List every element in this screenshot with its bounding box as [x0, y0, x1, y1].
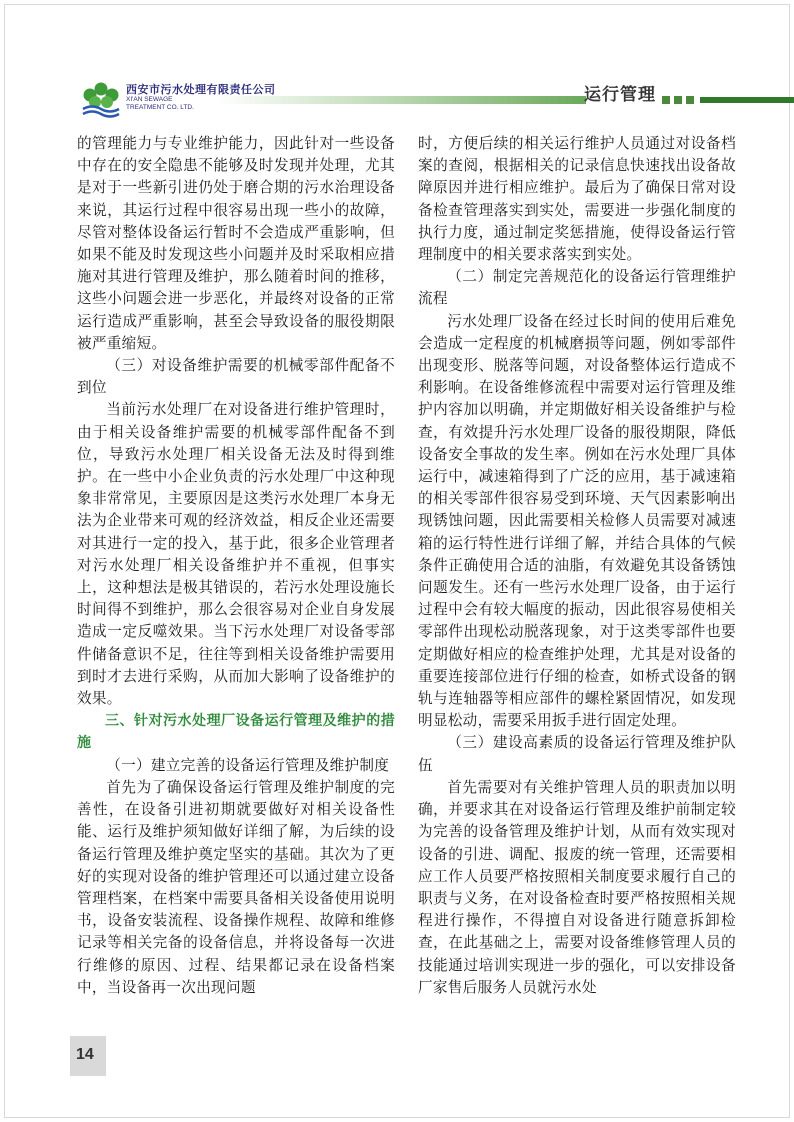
- section-title: 运行管理: [584, 85, 656, 105]
- header-gradient-bar: [216, 96, 586, 104]
- page-number: 14: [76, 1046, 94, 1063]
- logo-en-line-1: XI'AN SEWAGE: [126, 96, 173, 103]
- paragraph: 的管理能力与专业维护能力，因此针对一些设备中存在的安全隐患不能够及时发现并处理，尤其是对于一些新引进仍处于磨合期的污水治理设备来说，其运行过程中很容易出现一些小的故障，尽管对整体设备运行暂时不会造成严重影响，但如果不能及时发现这些小问题并及时采取相应措施对其进行管理及维护，那么随着时间的推移，这些小问题会进一步恶化，并最终对设备的正常运行造成严重影响，甚至会导致设备的服役期限被严重缩短。: [77, 135, 395, 352]
- header-square-3: [686, 96, 694, 104]
- logo-cn: 西安市污水处理有限责任公司: [126, 83, 276, 96]
- paragraph: 首先为了确保设备运行管理及维护制度的完善性，在设备引进初期就要做好对相关设备性能、运行及维护须知做好详细了解，为后续的设备运行管理及维护奠定坚实的基础。其次为了更好的实现对设备的维护管理还可以通过建立设备管理档案，在档案中需要具备相关设备使用说明书，设备安装流程、设备操作规程、故障和维修记录等相关完备的设备信息，并将设备每一次进行维修的原因、过程、结果都记录在设备档案中，当设备再一次出现问题: [77, 778, 395, 996]
- paragraph: 时，方便后续的相关运行维护人员通过对设备档案的查阅，根据相关的记录信息快速找出设备故障原因并进行相应维护。最后为了确保日常对设备检查管理落实到实处，需要进一步强化制度的执行力度，通过制定奖惩措施，使得设备运行管理制度中的相关要求落实到实处。: [418, 135, 736, 264]
- subheading: （一）建立完善的设备运行管理及维护制度: [106, 756, 390, 774]
- left-column: [77, 133, 395, 999]
- paragraph: 首先需要对有关维护管理人员的职责加以明确，并要求其在对设备运行管理及维护前制定较为完善的设备管理及维护计划，从而有效实现对设备的引进、调配、报废的统一管理，还需要相应工作人员要严格按照相关制度要求履行自己的职责与义务，在对设备检查时要严格按照相关规程进行操作，不得擅自对设备进行随意拆卸检查，在此基础之上，需要对设备维修管理人员的技能通过培训实现进一步的强化，可以安排设备厂家售后服务人员就污水处: [418, 778, 736, 996]
- header-square-1: [662, 96, 670, 104]
- section-heading: 三、针对污水处理厂设备运行管理及维护的措施: [77, 713, 395, 752]
- logo-en-line-2: TREATMENT CO. LTD.: [126, 103, 194, 111]
- paragraph: 当前污水处理厂在对设备进行维护管理时，由于相关设备维护需要的机械零部件配备不到位，导致污水处理厂相关设备无法及时得到维护。在一些中小企业负责的污水处理厂中这种现象非常常见，主要原因是这类污水处理厂本身无法为企业带来可观的经济效益，相反企业还需要对其进行一定的投入，基于此，很多企业管理者对污水处理厂相关设备维护并不重视，但事实上，这种想法是极其错误的，若污水处理设施长时间得不到维护，那么会很容易对企业自身发展造成一定反噬效果。当下污水处理厂对设备零部件储备意识不足，往往等到相关设备维护需要用到时才去进行采购，从而加大影响了设备维护的效果。: [77, 401, 395, 708]
- company-logo-icon: [78, 80, 124, 118]
- subheading: （三）建设高素质的设备运行管理及维护队伍: [418, 734, 736, 774]
- paragraph: 污水处理厂设备在经过长时间的使用后难免会造成一定程度的机械磨损等问题，例如零部件出现变形、脱落等问题，对设备整体运行造成不利影响。在设备维修流程中需要对运行管理及维护内容加以明确，并定期做好相关设备维护与检查，有效提升污水处理厂设备的服役期限，降低设备安全事故的发生率。例如在污水处理厂具体运行中，减速箱得到了广泛的应用，基于减速箱的相关零部件很容易受到环境、天气因素影响出现锈蚀问题，因此需要相关检修人员需要对减速箱的运行特性进行详细了解，并结合具体的气候条件正确使用合适的油脂，有效避免其设备锈蚀问题发生。还有一些污水处理厂设备，由于运行过程中会有较大幅度的振动，因此很容易使相关零部件出现松动脱落现象，对于这类零部件也要定期做好相应的检查维护处理，尤其是对设备的重要连接部位进行仔细的检查，如桥式设备的钢轨与连轴器等相应部件的螺栓紧固情况，如发现明显松动，需要采用扳手进行固定处理。: [418, 312, 736, 730]
- subheading: （三）对设备维护需要的机械零部件配备不到位: [77, 357, 395, 397]
- subheading: （二）制定完善规范化的设备运行管理维护流程: [418, 268, 736, 308]
- header-tail-bar: [700, 97, 794, 103]
- page-header: [70, 78, 794, 122]
- right-column: [418, 133, 736, 999]
- header-square-2: [674, 96, 682, 104]
